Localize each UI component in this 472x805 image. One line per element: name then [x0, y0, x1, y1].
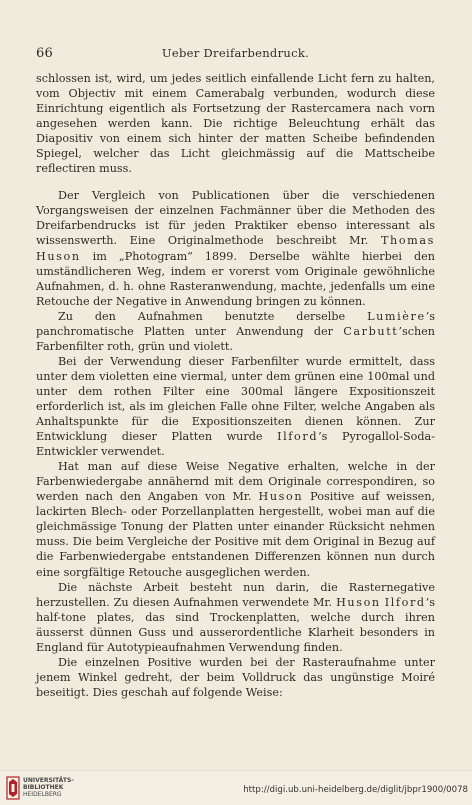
person-name-ilford: Ilford: [384, 595, 426, 609]
paragraph-7: Die einzelnen Positive wurden bei der Rasteraufnahme unter jenem Winkel gedreht, der beim Volldruck das ungünstige Moiré beseitigt. Dies geschah auf folgende Weise:: [36, 655, 435, 699]
paragraph-3-text-c: ’schen Farbenfilter roth, grün und violett.: [36, 324, 435, 353]
person-name-thomas-huson: Thomas Huson: [36, 234, 435, 263]
paragraph-2-text-a: Der Vergleich von Publicationen über die verschiedenen Vorgangsweisen der einzelnen Fachmänner über die Methoden des Dreifarbendrucks ist für jeden Praktiker ebenso interessant als wissenswerth. Eine Originalmethode beschreibt Mr.: [36, 189, 435, 248]
paragraph-2-text-b: im „Photogram“ 1899. Derselbe wählte hierbei den umständlicheren Weg, indem er vorerst vom Originale gewöhnliche Aufnahmen, d. h. ohne Rasteranwendung, machte, jedenfalls um eine Retouche der Negative in Anwendung bringen zu können.: [36, 249, 435, 308]
person-name-huson: Huson: [258, 490, 304, 504]
paragraph-3-text-b: ’s panchromatische Platten unter Anwendung der: [36, 309, 435, 338]
logo-text-line-3: HEIDELBERG: [23, 791, 62, 798]
paragraph-4-text-a: Bei der Verwendung dieser Farbenfilter wurde ermittelt, dass unter dem violetten eine viermal, unter dem grünen eine 100mal und unter dem rothen Filter eine 300mal längere Expositionszeit erforderlich ist, als im gleichen Falle ohne Filter, welche Angaben als Anhaltspunkte für die Expositionszeiten dienen können. Zur Entwicklung dieser Platten wurde: [36, 354, 435, 444]
logo-text-line-2: BIBLIOTHEK: [23, 784, 64, 791]
person-name-ilford: Ilford: [277, 430, 319, 444]
person-name-huson: Huson: [336, 595, 381, 609]
person-name-carbutt: Carbutt: [343, 324, 399, 338]
library-logo[interactable]: [6, 776, 74, 802]
paragraph-3: [36, 309, 435, 354]
paragraph-6: [36, 580, 435, 655]
page-header: [36, 46, 435, 62]
paragraph-2: [36, 188, 435, 308]
page-number: 66: [36, 46, 53, 61]
paragraph-1: schlossen ist, wird, um jedes seitlich einfallende Licht fern zu halten, vom Objectiv mit einem Camerabalg verbunden, wodurch diese Einrichtung eigentlich als Fortsetzung der Rastercamera nach vorn angesehen werden kann. Die richtige Beleuchtung erhält das Diapositiv von einem sich hinter der matten Scheibe befindenden Spiegel, welcher das Licht gleichmässig auf die Mattscheibe reflectiren muss.: [36, 72, 435, 176]
paragraph-5: [36, 459, 435, 579]
text-body: [36, 71, 435, 700]
paragraph-4-text-b: ’s Pyrogallol-Soda-Entwickler verwendet.: [36, 430, 435, 459]
paragraph-5-text-b: Positive auf weissen, lackirten Blech- oder Porzellanplatten hergestellt, wobei man auf die gleichmässige Tonung der Platten unter einander Rücksicht nehmen muss. Die beim Vergleiche der Positive mit dem Original in Bezug auf die Farbenwiedergabe entstandenen Differenzen können nun durch eine sorgfältige Retouche ausgeglichen werden.: [36, 490, 435, 579]
paragraph-6-text-c: ’s half-tone plates, das sind Trockenplatten, welche durch ihren äusserst dünnen Guss und ausserordentliche Klarheit besonders in England für Autotypieaufnahmen Verwendung finden.: [36, 595, 435, 654]
paragraph-4: [36, 354, 435, 459]
paragraph-6-text-a: Die nächste Arbeit besteht nun darin, die Rasternegative herzustellen. Zu diesen Aufnahmen verwendete Mr.: [36, 580, 435, 609]
footer: [0, 770, 472, 805]
paragraph-3-text-a: Zu den Aufnahmen benutzte derselbe: [58, 309, 368, 323]
person-name-lumiere: Lumière: [367, 309, 426, 323]
library-seal-icon: [6, 776, 20, 800]
running-head: Ueber Dreifarbendruck.: [161, 46, 310, 60]
paragraph-5-text-a: Hat man auf diese Weise Negative erhalten, welche in der Farbenwiedergabe annähernd mit dem Originale correspondiren, so werden nach den Angaben von Mr.: [36, 460, 435, 504]
source-url-link[interactable]: http://digi.ub.uni-heidelberg.de/diglit/jbpr1900/0078: [243, 785, 468, 795]
logo-text-line-1: UNIVERSITÄTS-: [23, 777, 74, 784]
